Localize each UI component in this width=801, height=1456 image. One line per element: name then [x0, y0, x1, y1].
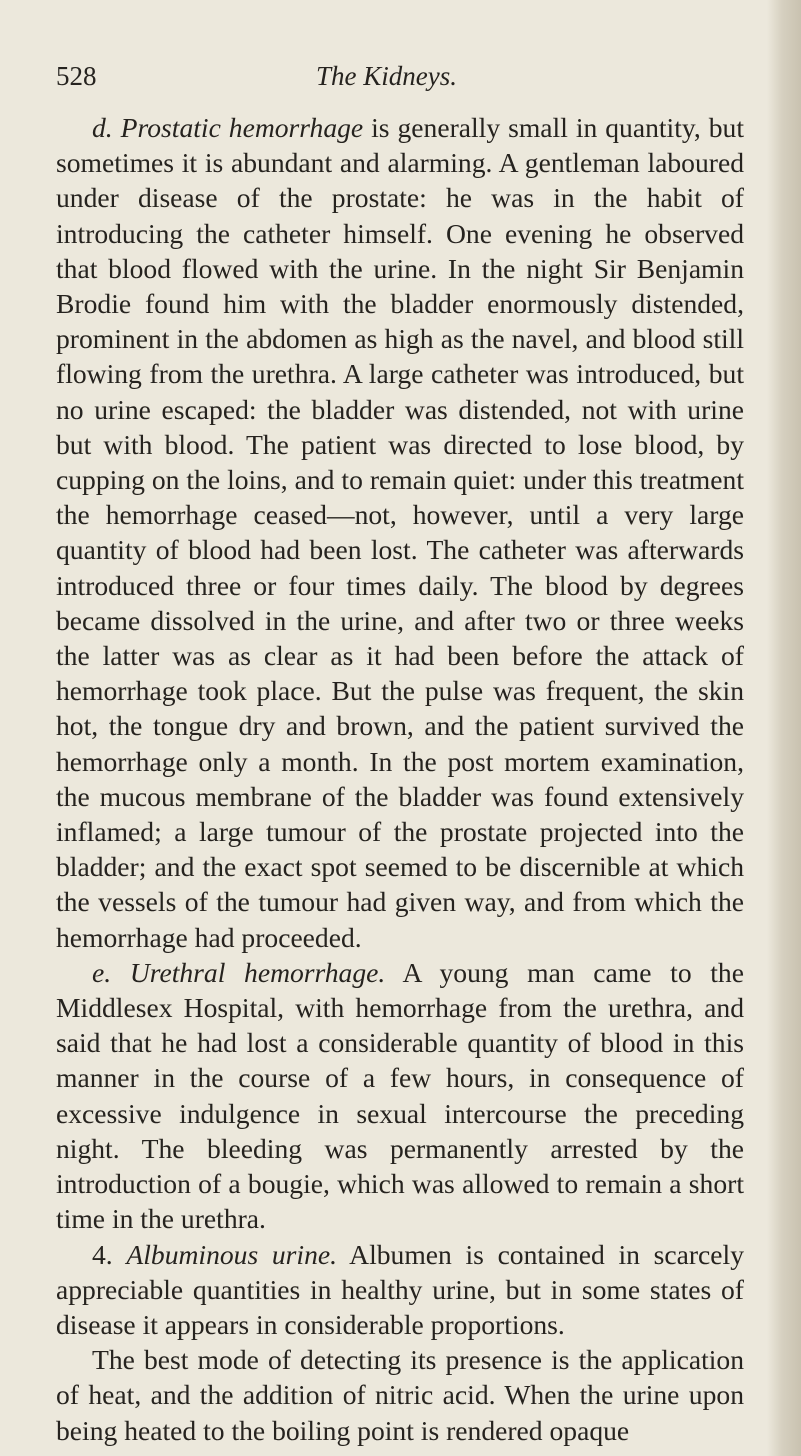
paragraph-text: The best mode of detecting its presence is the application of heat, and the addition of nitric acid. When the urine upon being heated to the boiling point is rendered opaque — [56, 1344, 744, 1446]
section-label-e: e. — [92, 956, 112, 988]
paragraph-urethral-hemorrhage — [56, 955, 744, 1237]
paragraph-text: is generally small in quantity, but sometimes it is abundant and alarming. A gentleman laboured under disease of the prostate: he was in the habit of introducing the catheter himself. One evening he observed that blood flowed with the urine. In the night Sir Benjamin Brodie found him with the bladder enormously distended, prominent in the abdomen as high as the navel, and blood still flowing from the urethra. A large catheter was introduced, but no urine escaped: the bladder was distended, not with urine but with blood. The patient was directed to lose blood, by cupping on the loins, and to remain quiet: under this treatment the hemorrhage ceased—not, however, until a very large quantity of blood had been lost. The catheter was afterwards introduced three or four times daily. The blood by degrees became dissolved in the urine, and after two or three weeks the latter was as clear as it had been before the attack of hemorrhage took place. But the pulse was frequent, the skin hot, the tongue dry and brown, and the patient survived the hemorrhage only a month. In the post mortem examination, the mucous membrane of the bladder was found extensively inflamed; a large tumour of the prostate projected into the bladder; and the exact spot seemed to be discernible at which the vessels of the tumour had given way, and from which the hemorrhage had proceeded. — [56, 112, 745, 953]
section-label-d: d. — [92, 112, 113, 143]
section-label-4: 4. — [92, 1238, 113, 1270]
section-heading-albuminous-urine: Albuminous urine. — [126, 1238, 338, 1270]
paragraph-prostatic-hemorrhage — [56, 110, 744, 955]
page-edge-shadow — [767, 0, 801, 1456]
paragraph-text: A young man came to the Middlesex Hospital, with hemorrhage from the urethra, and said that he had lost a considerable quantity of blood in this manner in the course of a few hours, in consequence of excessive indulgence in sexual intercourse the preceding night. The bleeding was permanently arrested by the introduction of a bougie, which was allowed to remain a short time in the urethra. — [56, 956, 744, 1235]
page-header — [56, 56, 744, 96]
paragraph-albuminous-urine — [56, 1237, 744, 1343]
paragraph-detection-method — [56, 1342, 744, 1448]
section-heading-prostatic-hemorrhage: Prostatic hemorrhage — [120, 112, 364, 143]
section-heading-urethral-hemorrhage: Urethral hemorrhage. — [129, 956, 386, 988]
running-head: The Kidneys. — [316, 61, 457, 91]
page-number: 528 — [56, 61, 97, 91]
paragraph-text: Albumen is contained in scarcely appreciable quantities in healthy urine, but in some states of disease it appears in considerable proportions. — [56, 1238, 744, 1340]
body-text — [56, 110, 744, 1448]
